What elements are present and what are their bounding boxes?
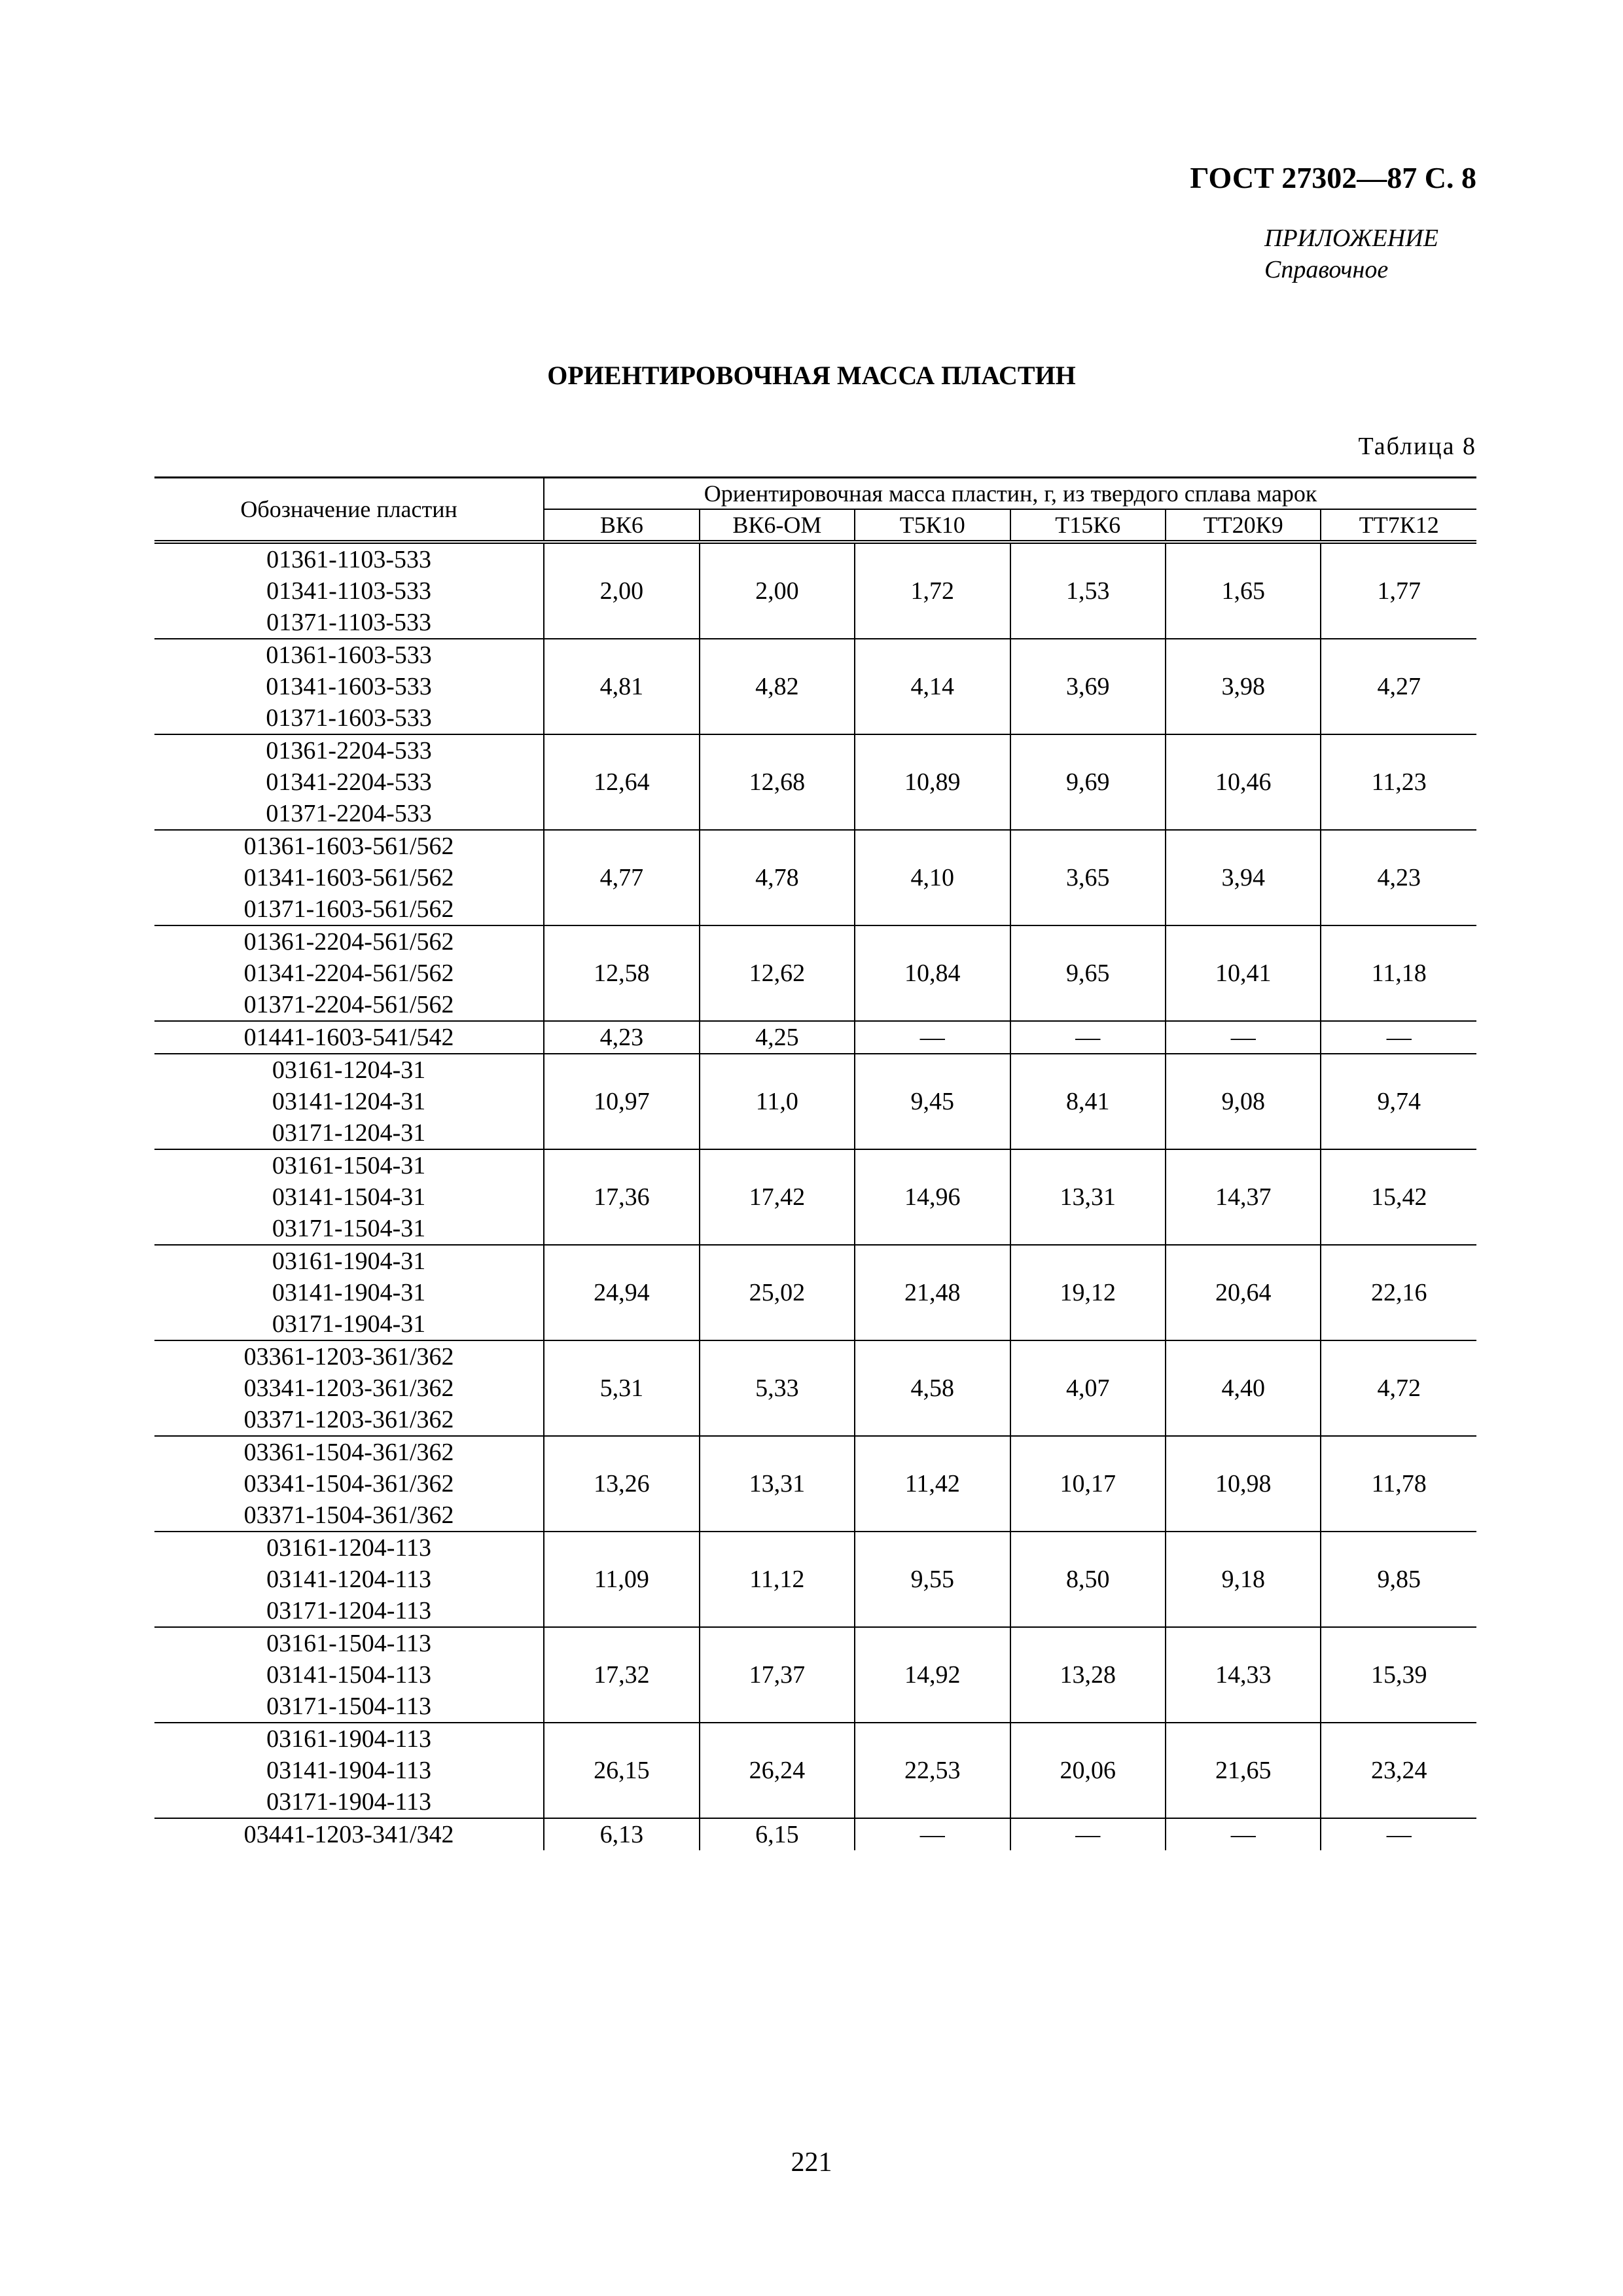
mass-value: 11,0 — [700, 1054, 855, 1149]
mass-value: 4,07 — [1010, 1340, 1166, 1436]
plate-designation: 01341-2204-561/562 — [243, 960, 454, 987]
mass-value: 14,37 — [1166, 1149, 1321, 1245]
plate-designation: 03371-1203-361/362 — [243, 1406, 454, 1433]
mass-value: — — [855, 1021, 1010, 1054]
mass-value: 6,13 — [544, 1818, 699, 1850]
mass-value: 10,17 — [1010, 1436, 1166, 1532]
column-header-grade: ТТ7К12 — [1321, 509, 1476, 542]
plate-designation: 03141-1204-113 — [266, 1566, 432, 1593]
mass-value: 3,65 — [1010, 830, 1166, 925]
plate-designation: 03171-1504-113 — [266, 1693, 432, 1720]
mass-value: 14,96 — [855, 1149, 1010, 1245]
mass-value: 8,50 — [1010, 1532, 1166, 1627]
mass-value: 19,12 — [1010, 1245, 1166, 1340]
table-row — [154, 1021, 1476, 1054]
plate-designation: 03171-1904-113 — [266, 1788, 432, 1816]
plate-designation: 03141-1904-113 — [266, 1757, 432, 1784]
plate-designation-cell — [154, 1436, 544, 1532]
mass-value: 4,78 — [700, 830, 855, 925]
mass-value: 11,78 — [1321, 1436, 1476, 1532]
plate-designation-cell — [154, 734, 544, 830]
mass-value: 17,32 — [544, 1627, 699, 1723]
plate-designation: 03361-1504-361/362 — [243, 1439, 454, 1466]
mass-value: 10,41 — [1166, 925, 1321, 1021]
mass-value: — — [1321, 1021, 1476, 1054]
plate-designation: 03171-1904-31 — [272, 1310, 426, 1338]
mass-value: — — [1166, 1818, 1321, 1850]
mass-value: 9,18 — [1166, 1532, 1321, 1627]
plate-designation: 03161-1204-113 — [266, 1534, 432, 1562]
column-header-grade: ВК6 — [544, 509, 699, 542]
mass-value: 4,40 — [1166, 1340, 1321, 1436]
mass-value: 4,27 — [1321, 639, 1476, 734]
plate-designation: 01441-1603-541/542 — [243, 1024, 454, 1051]
column-header-mass-group: Ориентировочная масса пластин, г, из твердого сплава марок — [544, 478, 1476, 510]
mass-value: 15,39 — [1321, 1627, 1476, 1723]
mass-value: 1,65 — [1166, 542, 1321, 639]
plate-designation: 03161-1504-113 — [266, 1630, 432, 1657]
mass-value: 9,69 — [1010, 734, 1166, 830]
plate-designation: 01371-1603-561/562 — [243, 895, 454, 923]
column-header-grade: Т5К10 — [855, 509, 1010, 542]
plate-designation: 03161-1504-31 — [272, 1152, 426, 1179]
mass-value: 1,72 — [855, 542, 1010, 639]
mass-value: 4,25 — [700, 1021, 855, 1054]
page-title: ОРИЕНТИРОВОЧНАЯ МАССА ПЛАСТИН — [547, 361, 1076, 390]
mass-value: 11,12 — [700, 1532, 855, 1627]
plate-designation: 01361-2204-561/562 — [243, 928, 454, 956]
appendix-title: ПРИЛОЖЕНИЕ — [1264, 224, 1438, 252]
plate-designation: 01341-1603-561/562 — [243, 864, 454, 891]
table-row — [154, 1818, 1476, 1850]
table-caption: Таблица 8 — [1358, 433, 1476, 460]
mass-value: 12,58 — [544, 925, 699, 1021]
column-header-grade: Т15К6 — [1010, 509, 1166, 542]
mass-value: 4,23 — [1321, 830, 1476, 925]
mass-value: 4,58 — [855, 1340, 1010, 1436]
table-row — [154, 1532, 1476, 1627]
mass-value: 2,00 — [544, 542, 699, 639]
plate-designation: 03441-1203-341/342 — [243, 1821, 454, 1848]
plate-designation: 01371-1103-533 — [266, 609, 432, 636]
mass-value: 13,31 — [700, 1436, 855, 1532]
mass-value: 12,68 — [700, 734, 855, 830]
mass-value: 14,92 — [855, 1627, 1010, 1723]
mass-value: 11,18 — [1321, 925, 1476, 1021]
mass-value: 17,37 — [700, 1627, 855, 1723]
plate-designation-cell — [154, 1532, 544, 1627]
column-header-designation: Обозначение пластин — [154, 478, 544, 543]
mass-value: 10,97 — [544, 1054, 699, 1149]
table-row — [154, 1054, 1476, 1149]
appendix-label — [1264, 223, 1438, 285]
mass-table — [154, 476, 1476, 1850]
table-row — [154, 1340, 1476, 1436]
plate-designation-cell — [154, 1340, 544, 1436]
plate-designation: 03171-1204-113 — [266, 1597, 432, 1624]
plate-designation-cell — [154, 639, 544, 734]
mass-value: 4,82 — [700, 639, 855, 734]
mass-value: 25,02 — [700, 1245, 855, 1340]
plate-designation: 01361-1103-533 — [266, 546, 432, 573]
mass-value: 10,89 — [855, 734, 1010, 830]
plate-designation-cell — [154, 1054, 544, 1149]
plate-designation: 03141-1504-31 — [272, 1183, 426, 1211]
plate-designation: 03161-1904-31 — [272, 1247, 426, 1275]
plate-designation: 03141-1904-31 — [272, 1279, 426, 1306]
plate-designation-cell — [154, 1627, 544, 1723]
mass-value: 22,16 — [1321, 1245, 1476, 1340]
plate-designation: 03341-1203-361/362 — [243, 1374, 454, 1402]
plate-designation: 01371-2204-561/562 — [243, 991, 454, 1018]
plate-designation-cell — [154, 1021, 544, 1054]
mass-value: 22,53 — [855, 1723, 1010, 1818]
appendix-type: Справочное — [1264, 256, 1389, 283]
plate-designation-cell — [154, 1723, 544, 1818]
mass-value: 13,28 — [1010, 1627, 1166, 1723]
mass-value: — — [855, 1818, 1010, 1850]
table-row — [154, 542, 1476, 639]
mass-value: 9,85 — [1321, 1532, 1476, 1627]
mass-value: 14,33 — [1166, 1627, 1321, 1723]
plate-designation-cell — [154, 1245, 544, 1340]
mass-value: 10,46 — [1166, 734, 1321, 830]
mass-value: 17,36 — [544, 1149, 699, 1245]
mass-value: 8,41 — [1010, 1054, 1166, 1149]
mass-value: 12,62 — [700, 925, 855, 1021]
plate-designation: 01341-2204-533 — [266, 768, 432, 796]
mass-value: 4,72 — [1321, 1340, 1476, 1436]
mass-value: 4,23 — [544, 1021, 699, 1054]
mass-value: 26,15 — [544, 1723, 699, 1818]
plate-designation: 01371-2204-533 — [266, 800, 432, 827]
mass-value: 4,77 — [544, 830, 699, 925]
table-row — [154, 1627, 1476, 1723]
plate-designation: 01361-1603-561/562 — [243, 833, 454, 860]
mass-value: 1,77 — [1321, 542, 1476, 639]
table-row — [154, 639, 1476, 734]
mass-value: 15,42 — [1321, 1149, 1476, 1245]
mass-value: — — [1010, 1818, 1166, 1850]
mass-value: 3,98 — [1166, 639, 1321, 734]
plate-designation: 03161-1204-31 — [272, 1056, 426, 1084]
mass-value: 3,69 — [1010, 639, 1166, 734]
table-row — [154, 830, 1476, 925]
plate-designation: 01361-1603-533 — [266, 641, 432, 669]
mass-value: 21,65 — [1166, 1723, 1321, 1818]
table-row — [154, 1436, 1476, 1532]
mass-value: 23,24 — [1321, 1723, 1476, 1818]
mass-value: 21,48 — [855, 1245, 1010, 1340]
plate-designation: 03171-1204-31 — [272, 1119, 426, 1147]
mass-value: 5,31 — [544, 1340, 699, 1436]
mass-value: — — [1166, 1021, 1321, 1054]
mass-value: 24,94 — [544, 1245, 699, 1340]
plate-designation-cell — [154, 830, 544, 925]
mass-value: — — [1010, 1021, 1166, 1054]
plate-designation: 03371-1504-361/362 — [243, 1501, 454, 1529]
mass-value: 3,94 — [1166, 830, 1321, 925]
mass-value: 9,55 — [855, 1532, 1010, 1627]
mass-value: 4,14 — [855, 639, 1010, 734]
column-header-grade: ВК6-ОМ — [700, 509, 855, 542]
plate-designation: 01371-1603-533 — [266, 704, 432, 732]
plate-designation: 01341-1103-533 — [266, 577, 432, 605]
plate-designation-cell — [154, 925, 544, 1021]
plate-designation: 01341-1603-533 — [266, 673, 432, 700]
plate-designation-cell — [154, 1149, 544, 1245]
plate-designation-cell — [154, 1818, 544, 1850]
mass-value: 1,53 — [1010, 542, 1166, 639]
table-row — [154, 734, 1476, 830]
plate-designation: 03141-1204-31 — [272, 1088, 426, 1115]
plate-designation: 01361-2204-533 — [266, 737, 432, 764]
plate-designation-cell — [154, 542, 544, 639]
column-header-grade: ТТ20К9 — [1166, 509, 1321, 542]
mass-value: 6,15 — [700, 1818, 855, 1850]
plate-designation: 03171-1504-31 — [272, 1215, 426, 1242]
mass-value: 26,24 — [700, 1723, 855, 1818]
mass-value: 20,64 — [1166, 1245, 1321, 1340]
mass-value: 13,31 — [1010, 1149, 1166, 1245]
mass-value: 12,64 — [544, 734, 699, 830]
mass-value: 4,81 — [544, 639, 699, 734]
mass-value: 11,09 — [544, 1532, 699, 1627]
mass-value: 9,65 — [1010, 925, 1166, 1021]
table-row — [154, 1245, 1476, 1340]
mass-value: 20,06 — [1010, 1723, 1166, 1818]
page-number: 221 — [791, 2147, 832, 2178]
mass-value: 13,26 — [544, 1436, 699, 1532]
table-row — [154, 1723, 1476, 1818]
mass-value: 9,45 — [855, 1054, 1010, 1149]
mass-value: 5,33 — [700, 1340, 855, 1436]
mass-value: 2,00 — [700, 542, 855, 639]
document-header: ГОСТ 27302—87 С. 8 — [1190, 161, 1476, 194]
mass-value: 10,84 — [855, 925, 1010, 1021]
plate-designation: 03161-1904-113 — [266, 1725, 432, 1753]
mass-value: 9,08 — [1166, 1054, 1321, 1149]
mass-value: 9,74 — [1321, 1054, 1476, 1149]
plate-designation: 03141-1504-113 — [266, 1661, 432, 1689]
mass-value: 4,10 — [855, 830, 1010, 925]
mass-value: 11,23 — [1321, 734, 1476, 830]
mass-value: 17,42 — [700, 1149, 855, 1245]
table-row — [154, 925, 1476, 1021]
plate-designation: 03341-1504-361/362 — [243, 1470, 454, 1498]
plate-designation: 03361-1203-361/362 — [243, 1343, 454, 1371]
mass-value: — — [1321, 1818, 1476, 1850]
table-row — [154, 1149, 1476, 1245]
mass-value: 10,98 — [1166, 1436, 1321, 1532]
mass-value: 11,42 — [855, 1436, 1010, 1532]
